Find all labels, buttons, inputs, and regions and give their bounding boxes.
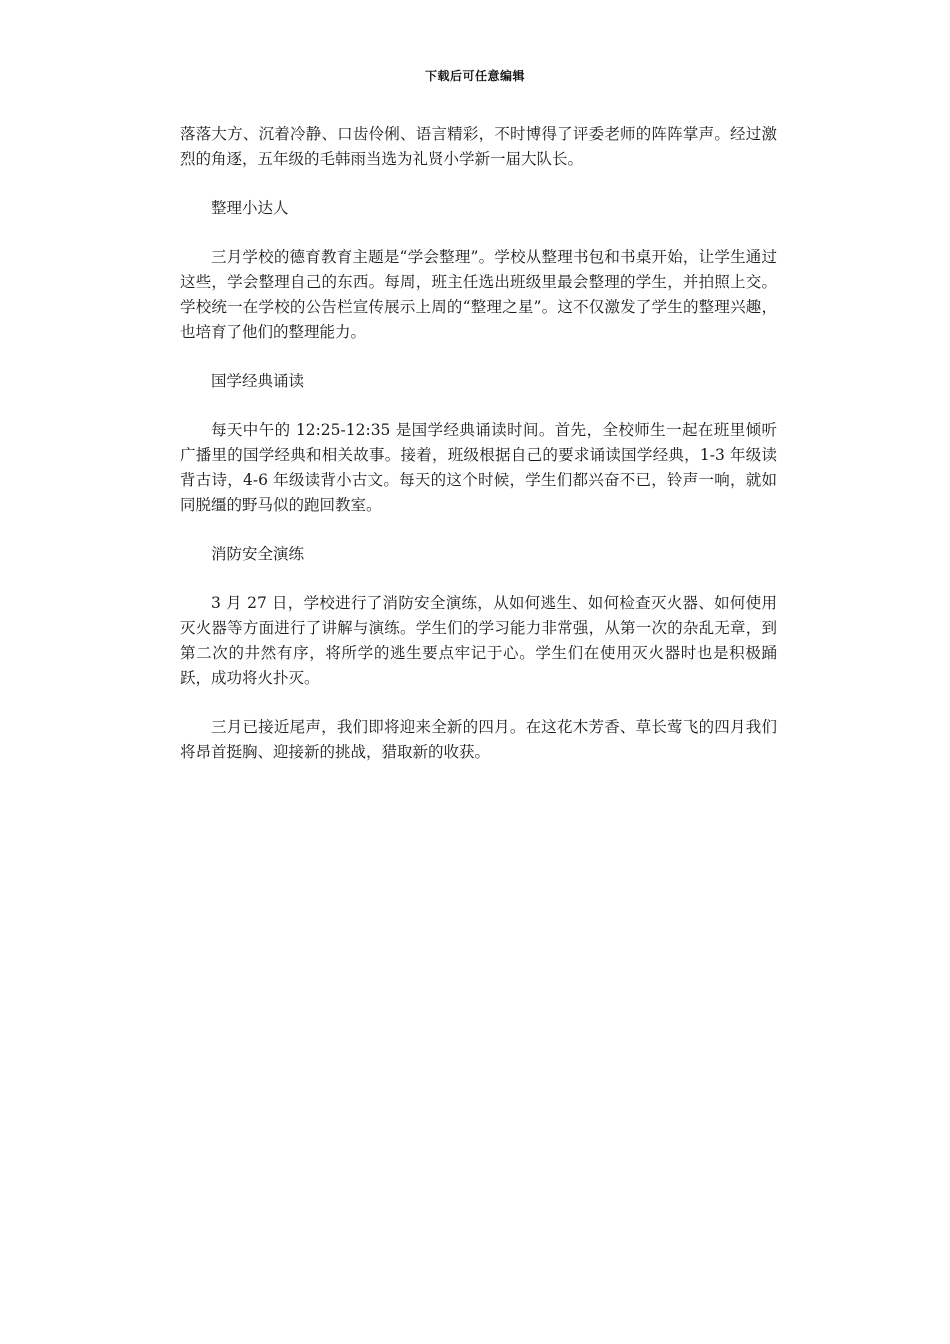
paragraph-closing: 三月已接近尾声，我们即将迎来全新的四月。在这花木芳香、草长莺飞的四月我们将昂首挺胸、迎接新的挑战，猎取新的收获。	[180, 718, 777, 761]
paragraph-classics-reading: 每天中午的 12:25-12:35 是国学经典诵读时间。首先，全校师生一起在班里倾听广播里的国学经典和相关故事。接着，班级根据自己的要求诵读国学经典，1-3 年级读背古诗，4-6 年级读背小古文。每天的这个时候，学生们都兴奋不已，铃声一响，就如同脱缰的野马似的跑回教室。	[180, 421, 777, 514]
paragraph-intro-continuation: 落落大方、沉着冷静、口齿伶俐、语言精彩，不时博得了评委老师的阵阵掌声。经过激烈的角逐，五年级的毛韩雨当选为礼贤小学新一届大队长。	[180, 125, 777, 168]
paragraph-organizing: 三月学校的德育教育主题是“学会整理”。学校从整理书包和书桌开始，让学生通过这些，学会整理自己的东西。每周，班主任选出班级里最会整理的学生，并拍照上交。学校统一在学校的公告栏宣传展示上周的“整理之星”。这不仅激发了学生的整理兴趣，也培育了他们的整理能力。	[180, 248, 777, 341]
section-heading-classics-reading: 国学经典诵读	[211, 372, 305, 390]
document-body	[180, 122, 777, 789]
section-heading-organizing: 整理小达人	[211, 199, 289, 217]
paragraph-fire-drill: 3 月 27 日，学校进行了消防安全演练，从如何逃生、如何检查灭火器、如何使用灭火器等方面进行了讲解与演练。学生们的学习能力非常强，从第一次的杂乱无章，到第二次的井然有序，将所学的逃生要点牢记于心。学生们在使用灭火器时也是积极踊跃，成功将火扑灭。	[180, 594, 777, 687]
page-header: 下载后可任意编辑	[424, 69, 525, 83]
section-heading-fire-drill: 消防安全演练	[211, 545, 305, 563]
